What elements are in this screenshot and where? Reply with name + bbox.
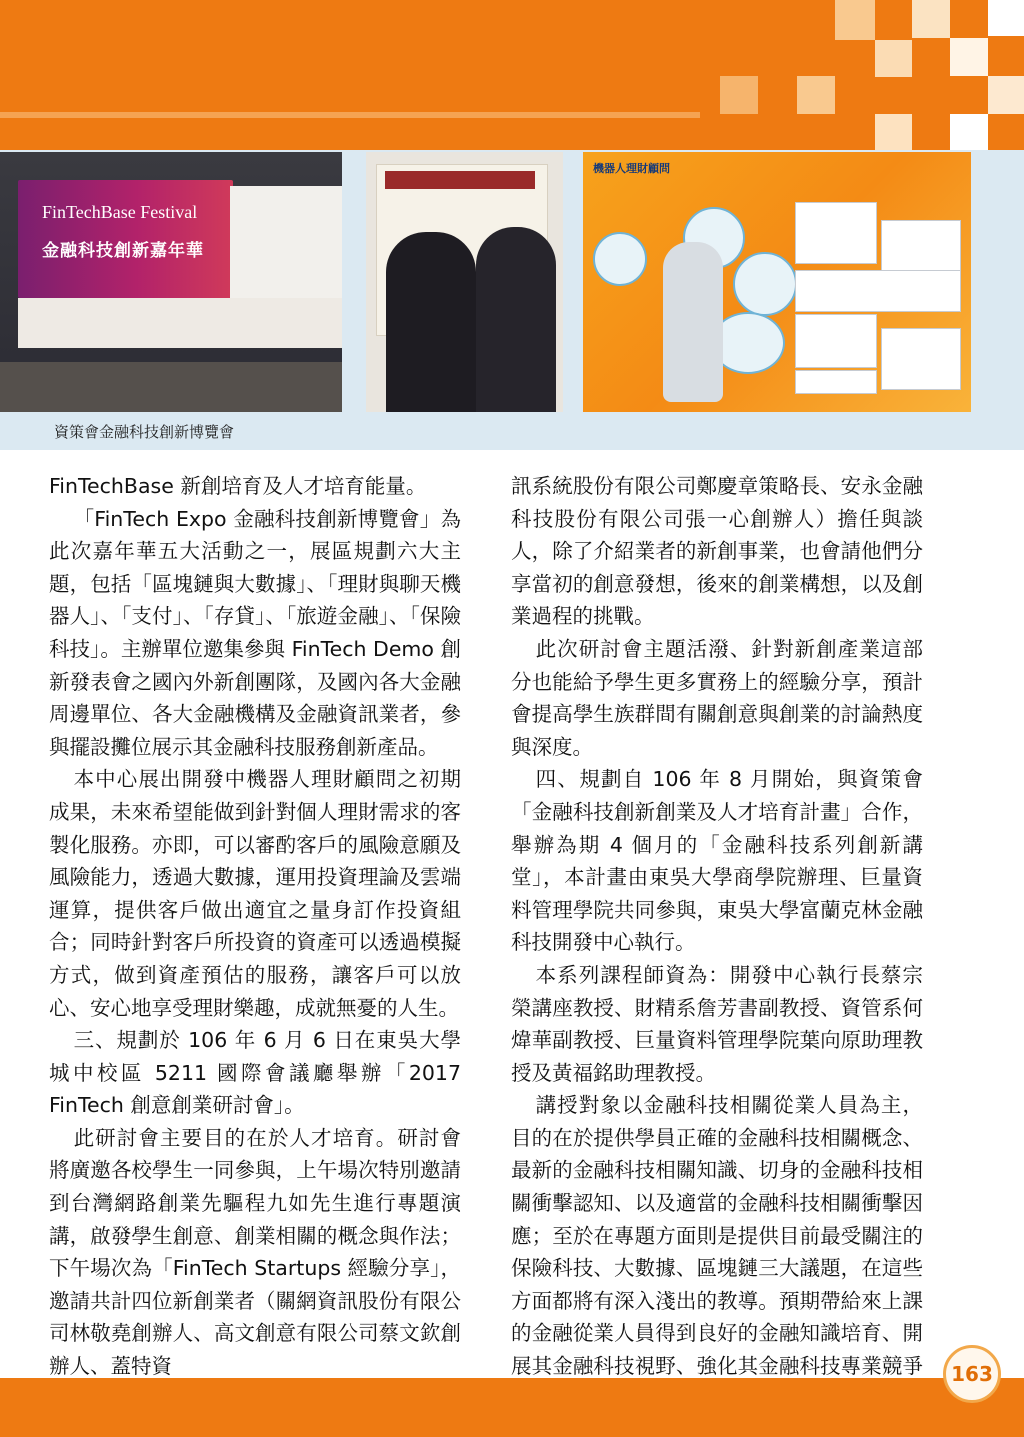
poster-title: 機器人理財顧問 (593, 162, 670, 175)
photo-booth-visitors (366, 152, 563, 412)
paragraph: 四、規劃自 106 年 8 月開始，與資策會「金融科技創新創業及人才培育計畫」合作，舉辦為期 4 個月的「金融科技系列創新講堂」，本計畫由東吳大學商學院辦理、巨量資料管理學院共同參與，東吳大學富蘭克林金融科技開發中心執行。 (511, 767, 923, 955)
paragraph: 此次研討會主題活潑、針對新創產業這部分也能給予學生更多實務上的經驗分享，預計會提高學生族群間有關創意與創業的討論熱度與深度。 (511, 636, 923, 759)
header-band (0, 0, 1024, 150)
floor (0, 362, 342, 412)
festival-banner-title-zh: 金融科技創新嘉年華 (42, 241, 204, 261)
sponsor-logo-strip (18, 298, 342, 348)
booth-board-header (385, 171, 535, 189)
paragraph: 本中心展出開發中機器人理財顧問之初期成果，未來希望能做到針對個人理財需求的客製化服務。亦即，可以審酌客戶的風險意願及風險能力，透過大數據，運用投資理論及雲端運算，提供客戶做出適宜之量身訂作投資組合；同時針對客戶所投資的資產可以透過模擬方式，做到資產預估的服務，讓客戶可以放心、安心地享受理財樂趣，成就無憂的人生。 (49, 767, 461, 1020)
header-tile (950, 38, 988, 76)
page-number: 163 (943, 1345, 1001, 1403)
header-stripe (0, 112, 700, 118)
header-tile (797, 76, 835, 114)
header-tile (912, 0, 950, 38)
paragraph: 本系列課程師資為：開發中心執行長蔡宗榮講座教授、財精系詹芳書副教授、資管系何煒華副教授、巨量資料管理學院葉向原助理教授及黃福銘助理教授。 (511, 962, 923, 1085)
header-tile (720, 76, 758, 114)
header-tile (988, 76, 1024, 114)
poster-chart (881, 328, 961, 390)
robot-illustration (663, 242, 723, 402)
photo-festival-wall (0, 152, 342, 412)
header-tile (988, 0, 1024, 36)
photo-caption: 資策會金融科技創新博覽會 (54, 423, 235, 441)
festival-banner-title-en: FinTechBase Festival (42, 202, 198, 222)
left-column (49, 470, 461, 1383)
poster-chart (795, 270, 961, 312)
poster-bubble (733, 252, 797, 316)
paragraph: 「FinTech Expo 金融科技創新博覽會」為此次嘉年華五大活動之一，展區規劃六大主題，包括「區塊鏈與大數據」、「理財與聊天機器人」、「支付」、「存貸」、「旅遊金融」、「保險科技」。主辦單位邀集參與 FinTech Demo 創新發表會之國內外新創團隊，及國內各大金融周邊單位、各大金融機構及金融資訊業者，參與擺設攤位展示其金融科技服務創新產品。 (49, 506, 461, 759)
poster-chart (795, 202, 877, 264)
photo-robo-advisor-poster (583, 152, 971, 412)
paragraph: 訊系統股份有限公司鄭慶章策略長、安永金融科技股份有限公司張一心創辦人）擔任與談人，除了介紹業者的新創事業，也會請他們分享當初的創意發想，後來的創業構想，以及創業過程的挑戰。 (511, 474, 923, 629)
poster-chart (795, 370, 877, 394)
festival-banner (18, 180, 233, 298)
right-column (511, 470, 923, 1415)
header-tile (950, 114, 988, 150)
footer-band (0, 1378, 1024, 1437)
visitor-figure (386, 232, 476, 412)
paragraph: 講授對象以金融科技相關從業人員為主，目的在於提供學員正確的金融科技相關概念、最新的金融科技相關知識、切身的金融科技相關衝擊認知、以及適當的金融科技相關衝擊因應；至於在專題方面則是提供目前最受關注的保險科技、大數據、區塊鏈三大議題，在這些方面都將有深入淺出的教導。預期帶給來上課的金融從業人員得到良好的金融知識培育、開展其金融科技視野、強化其金融科技專業競爭 (511, 1093, 923, 1379)
paragraph: 三、規劃於 106 年 6 月 6 日在東吳大學城中校區 5211 國際會議廳舉辦「2017 FinTech 創意創業研討會」。 (49, 1028, 461, 1118)
header-tile (875, 114, 912, 150)
paragraph: 此研討會主要目的在於人才培育。研討會將廣邀各校學生一同參與，上午場次特別邀請到台灣網路創業先驅程九如先生進行專題演講，啟發學生創意、創業相關的概念與作法；下午場次為「FinTech Startups 經驗分享」，邀請共計四位新創業者（關網資訊股份有限公司林敬堯創辦人、高文創意有限公司蔡文欽創辦人、蓋特資 (49, 1125, 461, 1379)
paragraph: FinTechBase 新創培育及人才培育能量。 (49, 474, 427, 498)
poster-bubble (593, 232, 647, 286)
header-tile (875, 40, 912, 77)
poster-chart (795, 314, 877, 368)
header-tile (835, 0, 875, 40)
visitor-figure (476, 227, 556, 412)
